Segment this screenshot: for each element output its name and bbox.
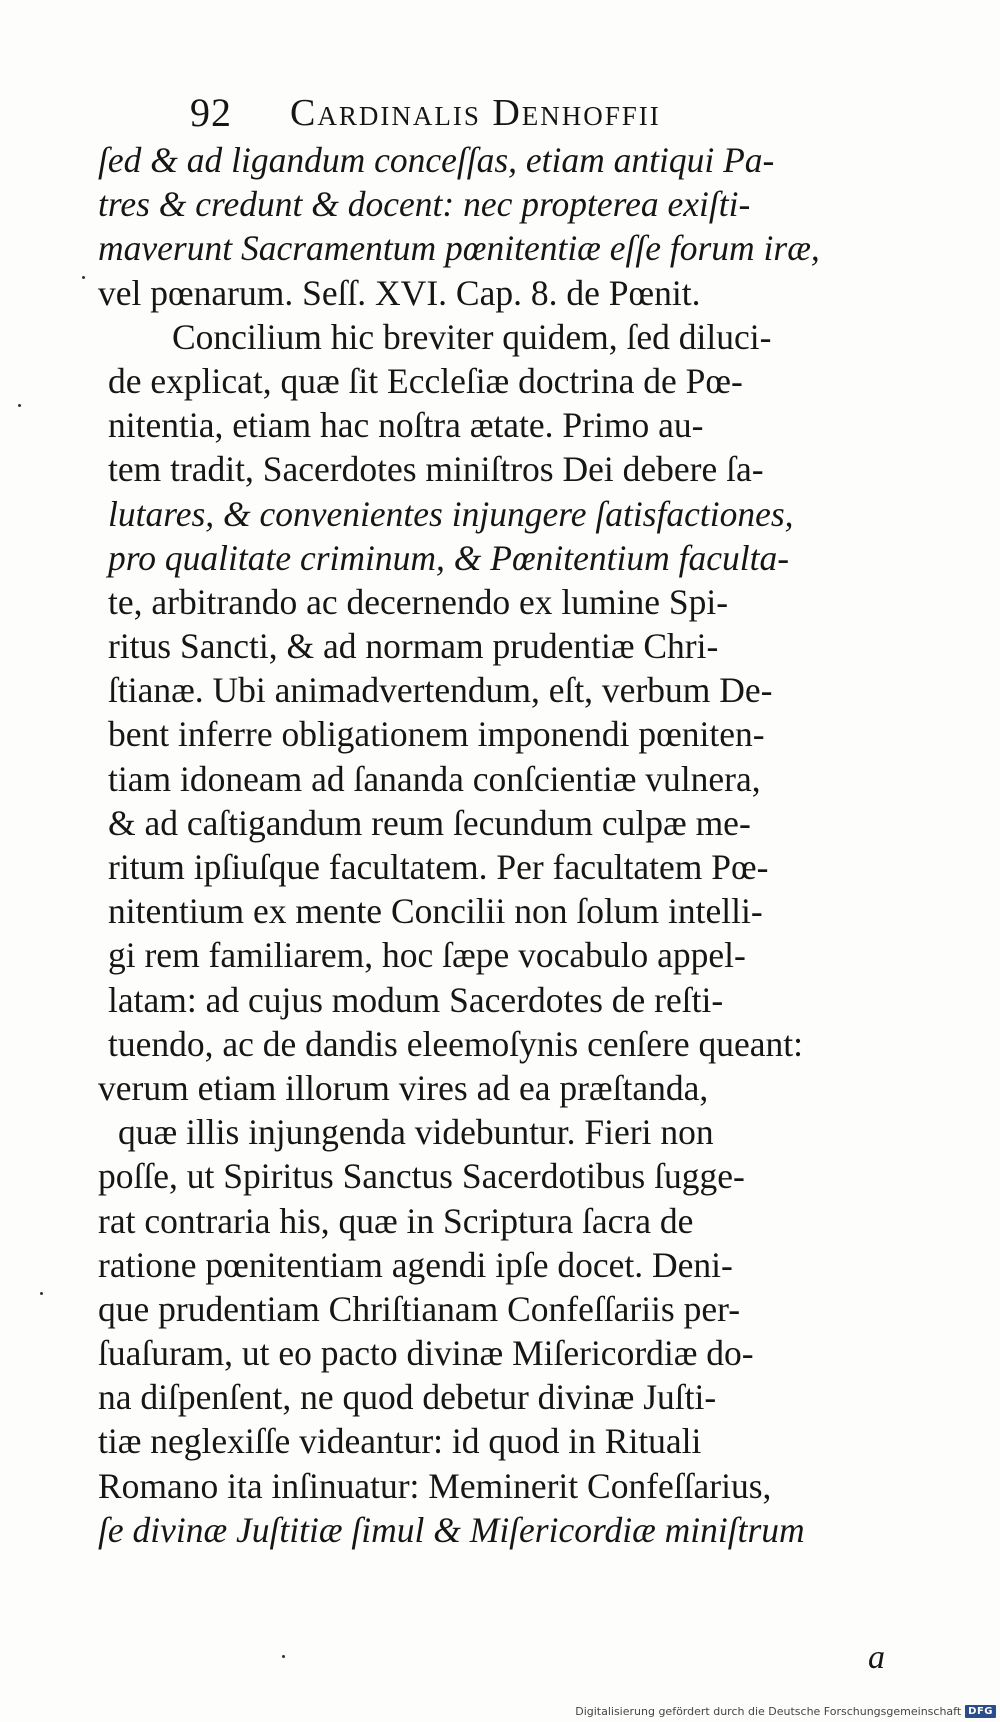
text-line: ritum ipſiuſque facultatem. Per facultatem Pœ- — [108, 847, 769, 887]
catchword: a — [868, 1639, 885, 1676]
text-line: de explicat, quæ ſit Eccleſiæ doctrina de Pœ- — [108, 360, 743, 401]
text-line: Romano ita inſinuatur: Meminerit Confeſſarius, — [98, 1465, 772, 1506]
text-line: que prudentiam Chriſtianam Confeſſariis per- — [98, 1288, 741, 1329]
running-head: Cardinalis Denhoffii — [290, 92, 661, 134]
text-line: maverunt Sacramentum pœnitentiæ eſſe forum iræ, — [98, 228, 820, 269]
text-line: bent inferre obligationem imponendi pœniten- — [108, 714, 765, 755]
text-line: tiam idoneam ad ſananda conſcientiæ vulnera, — [108, 758, 761, 799]
text-line: nitentia, etiam hac noſtra ætate. Primo au- — [108, 405, 704, 446]
text-line: lutares, & convenientes injungere ſatisfactiones, — [108, 493, 794, 534]
ink-speck — [40, 1292, 43, 1295]
text-line: ratione pœnitentiam agendi ipſe docet. Deni- — [98, 1244, 733, 1285]
text-line: vel pœnarum. Seſſ. XVI. Cap. 8. de Pœnit. — [98, 272, 701, 313]
ink-speck — [18, 404, 21, 407]
page-number: 92 — [190, 90, 232, 135]
text-line: nitentium ex mente Concilii non ſolum intelli- — [108, 891, 763, 932]
text-line: quæ illis injungenda videbuntur. Fieri non — [118, 1112, 714, 1153]
text-line: tres & credunt & docent: nec propterea exiſti- — [98, 184, 751, 225]
text-line: ſuaſuram, ut eo pacto divinæ Miſericordiæ do- — [98, 1333, 754, 1374]
digitization-footer — [575, 1705, 996, 1718]
footer-credit: Digitalisierung gefördert durch die Deutsche Forschungsgemeinschaft — [575, 1705, 962, 1718]
text-line: tiæ neglexiſſe videantur: id quod in Rituali — [98, 1421, 702, 1462]
text-line: ritus Sancti, & ad normam prudentiæ Chri- — [108, 626, 719, 667]
text-line: rat contraria his, quæ in Scriptura ſacra de — [98, 1200, 694, 1241]
text-line: ſed & ad ligandum conceſſas, etiam antiqui Pa- — [98, 140, 775, 180]
text-line: tem tradit, Sacerdotes miniſtros Dei debere ſa- — [108, 449, 764, 490]
text-line: tuendo, ac de dandis eleemoſynis cenſere queant: — [108, 1023, 803, 1064]
text-line: te, arbitrando ac decernendo ex lumine Spi- — [108, 581, 729, 622]
text-line: verum etiam illorum vires ad ea præſtanda, — [98, 1067, 709, 1108]
text-line: Concilium hic breviter quidem, ſed diluci- — [172, 316, 772, 357]
dfg-logo-icon: DFG — [965, 1705, 996, 1718]
body-text — [98, 138, 962, 1552]
text-line: ſe divinæ Juſtitiæ ſimul & Miſericordiæ miniſtrum — [98, 1509, 805, 1550]
ink-speck — [282, 1655, 285, 1658]
text-line: pro qualitate criminum, & Pœnitentium faculta- — [108, 537, 790, 578]
text-line: ſtianæ. Ubi animadvertendum, eſt, verbum De- — [108, 670, 773, 711]
text-line: gi rem familiarem, hoc ſæpe vocabulo appel- — [108, 935, 746, 976]
text-line: na diſpenſent, ne quod debetur divinæ Juſti- — [98, 1377, 717, 1418]
ink-speck — [82, 276, 85, 279]
text-line: latam: ad cujus modum Sacerdotes de reſti- — [108, 979, 724, 1020]
page-header — [190, 88, 930, 138]
text-line: poſſe, ut Spiritus Sanctus Sacerdotibus ſugge- — [98, 1156, 745, 1197]
text-line: & ad caſtigandum reum ſecundum culpæ me- — [108, 802, 751, 843]
